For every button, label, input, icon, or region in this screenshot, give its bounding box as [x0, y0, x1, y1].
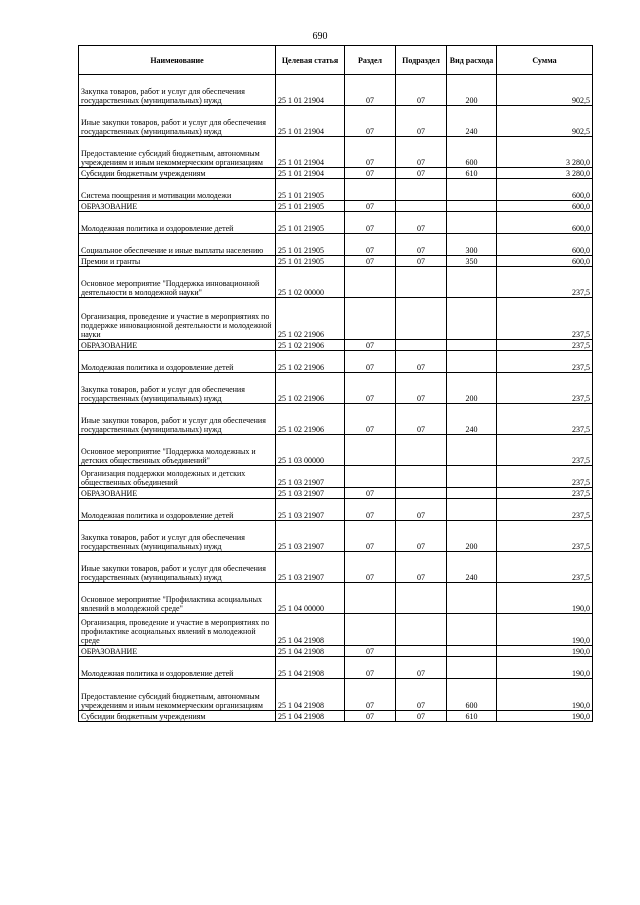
row-subsection: 07	[396, 404, 447, 435]
row-section: 07	[345, 256, 396, 267]
row-subsection	[396, 267, 447, 298]
row-target-article: 25 1 03 21907	[276, 521, 345, 552]
row-sum: 237,5	[497, 404, 593, 435]
table-row	[79, 435, 593, 466]
row-subsection: 07	[396, 106, 447, 137]
row-target-article: 25 1 01 21905	[276, 256, 345, 267]
row-section: 07	[345, 657, 396, 679]
row-subsection: 07	[396, 373, 447, 404]
table-row	[79, 373, 593, 404]
row-sum: 902,5	[497, 106, 593, 137]
row-name: Субсидии бюджетным учреждениям	[79, 168, 276, 179]
row-name: Организация, проведение и участие в мероприятиях по профилактике асоциальных явлений в молодежной среде	[79, 614, 276, 646]
page-number: 690	[312, 31, 328, 42]
row-name: Закупка товаров, работ и услуг для обеспечения государственных (муниципальных) нужд	[79, 75, 276, 106]
table-row	[79, 201, 593, 212]
table-row	[79, 466, 593, 488]
row-subsection	[396, 298, 447, 340]
row-target-article: 25 1 01 21904	[276, 106, 345, 137]
row-sum: 190,0	[497, 679, 593, 711]
row-expense-type: 350	[447, 256, 497, 267]
row-name: Основное мероприятие "Поддержка инновационной деятельности в молодежной науки"	[79, 267, 276, 298]
row-section	[345, 583, 396, 614]
row-sum: 237,5	[497, 267, 593, 298]
row-name: Социальное обеспечение и иные выплаты населению	[79, 234, 276, 256]
row-section: 07	[345, 106, 396, 137]
row-target-article: 25 1 04 21908	[276, 657, 345, 679]
row-expense-type	[447, 488, 497, 499]
row-expense-type	[447, 340, 497, 351]
table-body	[79, 75, 593, 722]
row-subsection	[396, 201, 447, 212]
table-row	[79, 614, 593, 646]
row-target-article: 25 1 04 21908	[276, 614, 345, 646]
table-row	[79, 212, 593, 234]
row-expense-type: 240	[447, 106, 497, 137]
table-row	[79, 256, 593, 267]
row-subsection	[396, 614, 447, 646]
table-row	[79, 75, 593, 106]
table-row	[79, 234, 593, 256]
row-sum: 190,0	[497, 583, 593, 614]
row-section: 07	[345, 373, 396, 404]
row-section	[345, 298, 396, 340]
row-subsection	[396, 340, 447, 351]
row-section	[345, 267, 396, 298]
table-row	[79, 646, 593, 657]
row-section: 07	[345, 679, 396, 711]
row-expense-type	[447, 646, 497, 657]
row-expense-type: 600	[447, 679, 497, 711]
row-name: Субсидии бюджетным учреждениям	[79, 711, 276, 722]
row-expense-type	[447, 583, 497, 614]
row-section: 07	[345, 552, 396, 583]
row-name: Предоставление субсидий бюджетным, автономным учреждениям и иным некоммерческим организациям	[79, 137, 276, 168]
header-target-article: Целевая статья	[276, 46, 345, 75]
row-expense-type: 240	[447, 552, 497, 583]
row-expense-type	[447, 201, 497, 212]
row-subsection	[396, 488, 447, 499]
row-section: 07	[345, 201, 396, 212]
row-name: Система поощрения и мотивации молодежи	[79, 179, 276, 201]
row-target-article: 25 1 03 21907	[276, 488, 345, 499]
row-target-article: 25 1 01 21904	[276, 168, 345, 179]
row-section: 07	[345, 499, 396, 521]
row-sum: 237,5	[497, 298, 593, 340]
row-subsection: 07	[396, 499, 447, 521]
row-expense-type	[447, 179, 497, 201]
row-subsection: 07	[396, 521, 447, 552]
row-subsection	[396, 583, 447, 614]
table-row	[79, 499, 593, 521]
row-section: 07	[345, 521, 396, 552]
row-sum: 237,5	[497, 521, 593, 552]
row-subsection	[396, 435, 447, 466]
row-expense-type: 610	[447, 168, 497, 179]
table-row	[79, 340, 593, 351]
row-target-article: 25 1 02 21906	[276, 351, 345, 373]
row-sum: 190,0	[497, 657, 593, 679]
row-sum: 237,5	[497, 435, 593, 466]
row-name: Основное мероприятие "Профилактика асоциальных явлений в молодежной среде"	[79, 583, 276, 614]
row-subsection: 07	[396, 351, 447, 373]
row-name: Закупка товаров, работ и услуг для обеспечения государственных (муниципальных) нужд	[79, 521, 276, 552]
row-expense-type	[447, 267, 497, 298]
table-row	[79, 404, 593, 435]
row-sum: 237,5	[497, 351, 593, 373]
row-target-article: 25 1 02 21906	[276, 373, 345, 404]
row-name: Основное мероприятие "Поддержка молодежных и детских общественных объединений"	[79, 435, 276, 466]
row-sum: 237,5	[497, 466, 593, 488]
row-sum: 237,5	[497, 340, 593, 351]
row-target-article: 25 1 01 21905	[276, 179, 345, 201]
row-subsection: 07	[396, 212, 447, 234]
row-expense-type	[447, 657, 497, 679]
row-sum: 3 280,0	[497, 137, 593, 168]
table-row	[79, 521, 593, 552]
row-target-article: 25 1 01 21905	[276, 201, 345, 212]
row-subsection: 07	[396, 657, 447, 679]
row-name: Молодежная политика и оздоровление детей	[79, 499, 276, 521]
table-row	[79, 267, 593, 298]
header-subsection: Подраздел	[396, 46, 447, 75]
header-expense-type: Вид расхода	[447, 46, 497, 75]
row-sum: 600,0	[497, 234, 593, 256]
row-name: Предоставление субсидий бюджетным, автономным учреждениям и иным некоммерческим организациям	[79, 679, 276, 711]
row-section	[345, 466, 396, 488]
row-sum: 600,0	[497, 256, 593, 267]
header-name: Наименование	[79, 46, 276, 75]
row-section	[345, 435, 396, 466]
row-target-article: 25 1 01 21905	[276, 212, 345, 234]
table-row	[79, 137, 593, 168]
row-section	[345, 614, 396, 646]
row-sum: 190,0	[497, 614, 593, 646]
row-target-article: 25 1 04 00000	[276, 583, 345, 614]
row-target-article: 25 1 01 21905	[276, 234, 345, 256]
row-sum: 3 280,0	[497, 168, 593, 179]
row-expense-type: 300	[447, 234, 497, 256]
row-name: Иные закупки товаров, работ и услуг для обеспечения государственных (муниципальных) нужд	[79, 106, 276, 137]
row-name: Организация поддержки молодежных и детских общественных объединений	[79, 466, 276, 488]
row-target-article: 25 1 03 21907	[276, 552, 345, 583]
table-row	[79, 351, 593, 373]
row-name: ОБРАЗОВАНИЕ	[79, 646, 276, 657]
row-subsection: 07	[396, 75, 447, 106]
table-row	[79, 711, 593, 722]
row-name: ОБРАЗОВАНИЕ	[79, 201, 276, 212]
table-row	[79, 168, 593, 179]
table-header-row	[79, 46, 593, 75]
row-sum: 600,0	[497, 179, 593, 201]
row-subsection: 07	[396, 552, 447, 583]
row-expense-type	[447, 499, 497, 521]
row-subsection	[396, 179, 447, 201]
table-row	[79, 552, 593, 583]
row-subsection	[396, 646, 447, 657]
row-subsection	[396, 466, 447, 488]
row-sum: 600,0	[497, 201, 593, 212]
row-target-article: 25 1 03 00000	[276, 435, 345, 466]
row-target-article: 25 1 01 21904	[276, 75, 345, 106]
row-subsection: 07	[396, 168, 447, 179]
row-name: ОБРАЗОВАНИЕ	[79, 340, 276, 351]
row-target-article: 25 1 02 21906	[276, 340, 345, 351]
row-sum: 902,5	[497, 75, 593, 106]
row-sum: 190,0	[497, 711, 593, 722]
row-section: 07	[345, 137, 396, 168]
header-section: Раздел	[345, 46, 396, 75]
table-row	[79, 106, 593, 137]
row-expense-type	[447, 351, 497, 373]
budget-table	[78, 45, 593, 722]
row-expense-type	[447, 614, 497, 646]
table-row	[79, 488, 593, 499]
row-sum: 237,5	[497, 488, 593, 499]
table-row	[79, 583, 593, 614]
row-subsection: 07	[396, 256, 447, 267]
table-row	[79, 298, 593, 340]
row-expense-type: 240	[447, 404, 497, 435]
row-name: Иные закупки товаров, работ и услуг для обеспечения государственных (муниципальных) нужд	[79, 552, 276, 583]
row-section: 07	[345, 75, 396, 106]
row-subsection: 07	[396, 679, 447, 711]
row-target-article: 25 1 01 21904	[276, 137, 345, 168]
row-name: Молодежная политика и оздоровление детей	[79, 212, 276, 234]
row-section: 07	[345, 488, 396, 499]
row-expense-type: 200	[447, 373, 497, 404]
row-section: 07	[345, 340, 396, 351]
row-sum: 600,0	[497, 212, 593, 234]
row-expense-type	[447, 466, 497, 488]
row-target-article: 25 1 04 21908	[276, 679, 345, 711]
table-row	[79, 657, 593, 679]
row-expense-type	[447, 212, 497, 234]
row-sum: 237,5	[497, 499, 593, 521]
row-name: ОБРАЗОВАНИЕ	[79, 488, 276, 499]
row-section: 07	[345, 711, 396, 722]
row-name: Молодежная политика и оздоровление детей	[79, 351, 276, 373]
row-expense-type: 200	[447, 521, 497, 552]
row-target-article: 25 1 03 21907	[276, 499, 345, 521]
row-sum: 190,0	[497, 646, 593, 657]
row-target-article: 25 1 04 21908	[276, 711, 345, 722]
row-name: Премии и гранты	[79, 256, 276, 267]
row-sum: 237,5	[497, 552, 593, 583]
row-target-article: 25 1 02 00000	[276, 267, 345, 298]
row-expense-type: 200	[447, 75, 497, 106]
row-expense-type	[447, 298, 497, 340]
row-sum: 237,5	[497, 373, 593, 404]
table-row	[79, 179, 593, 201]
row-subsection: 07	[396, 711, 447, 722]
row-expense-type: 600	[447, 137, 497, 168]
row-target-article: 25 1 02 21906	[276, 404, 345, 435]
table-row	[79, 679, 593, 711]
row-section	[345, 179, 396, 201]
header-sum: Сумма	[497, 46, 593, 75]
row-section: 07	[345, 168, 396, 179]
row-target-article: 25 1 03 21907	[276, 466, 345, 488]
row-name: Иные закупки товаров, работ и услуг для обеспечения государственных (муниципальных) нужд	[79, 404, 276, 435]
row-subsection: 07	[396, 234, 447, 256]
row-section: 07	[345, 234, 396, 256]
row-subsection: 07	[396, 137, 447, 168]
row-section: 07	[345, 212, 396, 234]
row-name: Закупка товаров, работ и услуг для обеспечения государственных (муниципальных) нужд	[79, 373, 276, 404]
row-target-article: 25 1 04 21908	[276, 646, 345, 657]
row-name: Организация, проведение и участие в мероприятиях по поддержке инновационной деятельности и молодежной науки	[79, 298, 276, 340]
row-section: 07	[345, 646, 396, 657]
row-target-article: 25 1 02 21906	[276, 298, 345, 340]
row-expense-type	[447, 435, 497, 466]
row-section: 07	[345, 404, 396, 435]
row-name: Молодежная политика и оздоровление детей	[79, 657, 276, 679]
row-expense-type: 610	[447, 711, 497, 722]
row-section: 07	[345, 351, 396, 373]
